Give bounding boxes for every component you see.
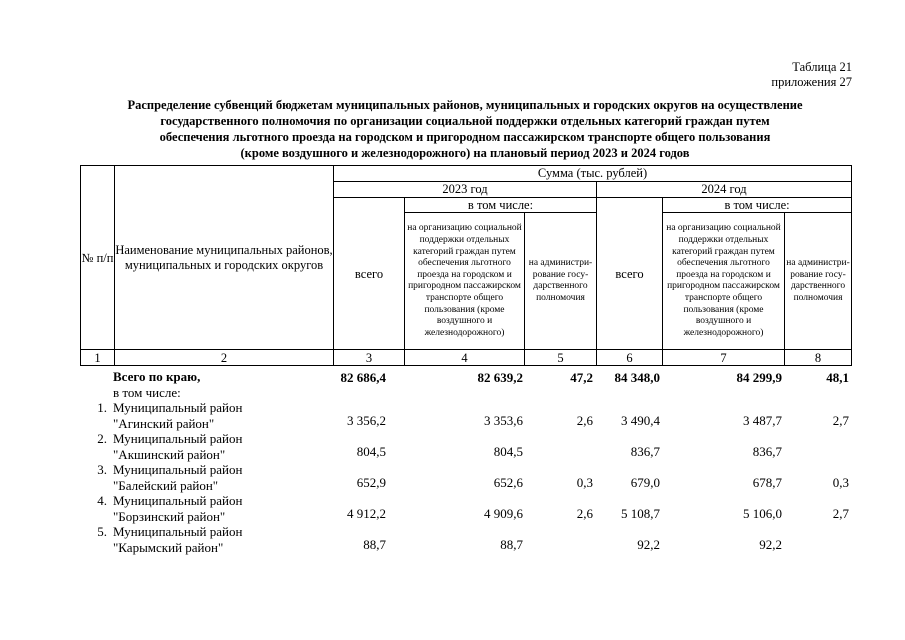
title-line: (кроме воздушного и железнодорожного) на плановый период 2023 и 2024 годов <box>240 146 690 160</box>
row-number: 3. <box>97 462 107 477</box>
cell-2024-transport: 3 487,7 <box>743 413 782 428</box>
header-total-2024: всего <box>597 198 663 350</box>
header-sum: Сумма (тыс. рублей) <box>334 166 852 182</box>
cell-2023: 88,7 <box>363 537 386 552</box>
header-incl-2024: в том числе: <box>663 198 852 213</box>
total-2023: 82 686,4 <box>340 370 386 385</box>
cell-2023-transport: 804,5 <box>493 444 523 459</box>
header-admin-2024: на администри-рование госу-дарственного полномочия <box>785 213 852 350</box>
header-year-2023: 2023 год <box>334 182 597 198</box>
total-2023-admin: 47,2 <box>570 370 593 385</box>
title-line: государственного полномочия по организации социальной поддержки отдельных категорий граждан путем <box>160 114 770 128</box>
row-number: 5. <box>97 524 107 539</box>
table-row <box>80 400 851 431</box>
column-number: 2 <box>115 350 334 366</box>
total-2024: 84 348,0 <box>614 370 660 385</box>
row-name: Муниципальный район "Карымский район" <box>113 524 243 555</box>
total-2024-transport: 84 299,9 <box>736 370 782 385</box>
row-name: Муниципальный район "Борзинский район" <box>113 493 243 524</box>
cell-2023-transport: 88,7 <box>500 537 523 552</box>
total-label: Всего по краю, в том числе: <box>113 369 201 400</box>
header-admin-2023: на администри-рование госу-дарственного полномочия <box>525 213 597 350</box>
total-2024-admin: 48,1 <box>826 370 849 385</box>
cell-2023-admin: 0,3 <box>576 475 593 490</box>
row-name: Муниципальный район "Агинский район" <box>113 400 243 431</box>
appendix-number: приложения 27 <box>771 75 852 89</box>
header-transport-2023: на организацию социальной поддержки отдельных категорий граждан путем обеспечения льготного проезда на городском и пригородном пассажирском транспорте общего пользования (кроме воздушного и железнодорожного) <box>405 213 525 350</box>
table-header <box>80 165 852 366</box>
column-number: 3 <box>334 350 405 366</box>
column-number: 8 <box>785 350 852 366</box>
cell-2023-transport: 4 909,6 <box>484 506 523 521</box>
cell-2023: 3 356,2 <box>347 413 386 428</box>
table-number: Таблица 21 <box>792 60 852 74</box>
header-name: Наименование муниципальных районов, муниципальных и городских округов <box>115 166 334 350</box>
table-row <box>80 431 851 462</box>
cell-2023-transport: 652,6 <box>493 475 523 490</box>
header-no: № п/п <box>81 166 115 350</box>
row-name: Муниципальный район "Акшинский район" <box>113 431 243 462</box>
header-incl-2023: в том числе: <box>405 198 597 213</box>
total-row <box>80 369 851 400</box>
row-name: Муниципальный район "Балейский район" <box>113 462 243 493</box>
cell-2023-admin: 2,6 <box>576 506 593 521</box>
cell-2024-transport: 678,7 <box>752 475 782 490</box>
row-number: 2. <box>97 431 107 446</box>
header-total-2023: всего <box>334 198 405 350</box>
cell-2023-transport: 3 353,6 <box>484 413 523 428</box>
title-line: Распределение субвенций бюджетам муниципальных районов, муниципальных и городских округов на осуществление <box>127 98 803 112</box>
cell-2024-transport: 5 106,0 <box>743 506 782 521</box>
table-body <box>80 369 851 555</box>
cell-2024: 679,0 <box>630 475 660 490</box>
cell-2024-transport: 836,7 <box>752 444 782 459</box>
column-number: 1 <box>81 350 115 366</box>
cell-2024: 836,7 <box>630 444 660 459</box>
column-number: 7 <box>663 350 785 366</box>
cell-2024-admin: 0,3 <box>832 475 849 490</box>
cell-2024: 92,2 <box>637 537 660 552</box>
cell-2024: 3 490,4 <box>621 413 660 428</box>
row-number: 1. <box>97 400 107 415</box>
cell-2024-admin: 2,7 <box>832 413 849 428</box>
cell-2024-transport: 92,2 <box>759 537 782 552</box>
title-line: обеспечения льготного проезда на городском и пригородном пассажирском транспорте общего пользования <box>159 130 771 144</box>
table-row <box>80 493 851 524</box>
cell-2023: 4 912,2 <box>347 506 386 521</box>
column-number: 5 <box>525 350 597 366</box>
cell-2024: 5 108,7 <box>621 506 660 521</box>
row-number: 4. <box>97 493 107 508</box>
document-title <box>60 97 870 161</box>
cell-2023: 652,9 <box>356 475 386 490</box>
table-row <box>80 462 851 493</box>
total-2023-transport: 82 639,2 <box>477 370 523 385</box>
table-row <box>80 524 851 555</box>
column-number: 4 <box>405 350 525 366</box>
header-year-2024: 2024 год <box>597 182 852 198</box>
cell-2023: 804,5 <box>356 444 386 459</box>
cell-2023-admin: 2,6 <box>576 413 593 428</box>
cell-2024-admin: 2,7 <box>832 506 849 521</box>
header-transport-2024: на организацию социальной поддержки отдельных категорий граждан путем обеспечения льготного проезда на городском и пригородном пассажирском транспорте общего пользования (кроме воздушного и железнодорожного) <box>663 213 785 350</box>
column-number: 6 <box>597 350 663 366</box>
